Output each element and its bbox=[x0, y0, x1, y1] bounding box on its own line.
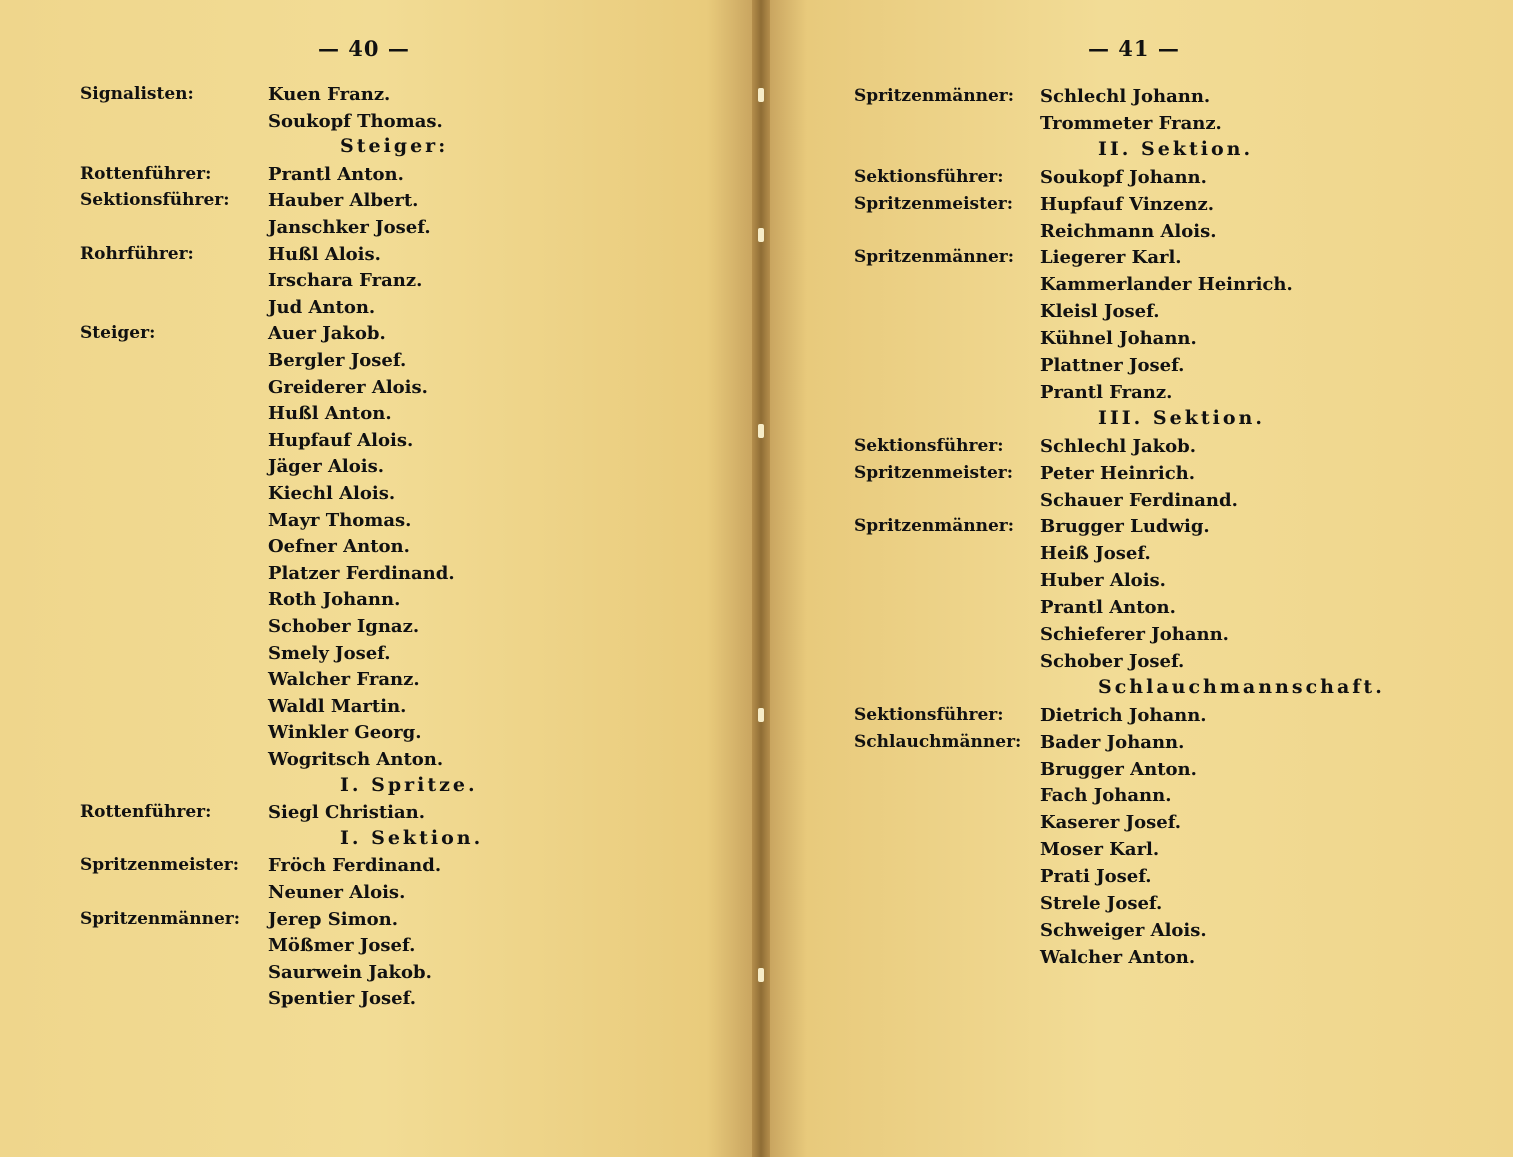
member-name: Jud Anton. bbox=[268, 296, 376, 318]
member-name: Roth Johann. bbox=[268, 589, 401, 611]
member-name: Schauer Ferdinand. bbox=[1040, 489, 1238, 511]
role-label: Rohrführer: bbox=[80, 243, 194, 264]
member-name: Kiechl Alois. bbox=[268, 483, 396, 504]
member-name: Siegl Christian. bbox=[268, 802, 426, 824]
book-gutter bbox=[752, 0, 770, 1157]
member-name: Brugger Ludwig. bbox=[1040, 516, 1210, 538]
member-name: Dietrich Johann. bbox=[1040, 704, 1207, 726]
role-label: Sektionsführer: bbox=[854, 704, 1004, 725]
member-name: Jäger Alois. bbox=[268, 456, 385, 478]
left-page bbox=[0, 0, 752, 1157]
member-name: Schweiger Alois. bbox=[1040, 919, 1207, 941]
binding-stitch bbox=[758, 88, 764, 102]
member-name: Prati Josef. bbox=[1040, 866, 1152, 888]
role-label: Spritzenmänner: bbox=[854, 86, 1015, 106]
member-name: Greiderer Alois. bbox=[268, 376, 428, 398]
member-name: Strele Josef. bbox=[1040, 893, 1163, 914]
member-name: Wogritsch Anton. bbox=[268, 749, 444, 770]
role-label: Spritzenmänner: bbox=[854, 247, 1015, 268]
member-name: Kleisl Josef. bbox=[1040, 301, 1160, 323]
section-heading: II. Sektion. bbox=[1098, 137, 1254, 160]
role-label: Sektionsführer: bbox=[854, 435, 1004, 456]
member-name: Winkler Georg. bbox=[268, 722, 422, 744]
section-heading: Schlauchmannschaft. bbox=[1098, 675, 1385, 698]
role-label: Spritzenmeister: bbox=[854, 193, 1013, 214]
section-heading: I. Sektion. bbox=[340, 826, 484, 849]
role-label: Rottenführer: bbox=[80, 802, 212, 823]
member-name: Hupfauf Vinzenz. bbox=[1040, 193, 1215, 215]
member-name: Prantl Anton. bbox=[268, 163, 404, 185]
member-name: Huber Alois. bbox=[1040, 570, 1166, 592]
member-name: Jerep Simon. bbox=[268, 908, 398, 930]
member-name: Walcher Anton. bbox=[1040, 946, 1196, 968]
member-name: Liegerer Karl. bbox=[1040, 247, 1182, 269]
member-name: Reichmann Alois. bbox=[1040, 220, 1217, 242]
member-name: Bergler Josef. bbox=[268, 350, 407, 371]
member-name: Schober Ignaz. bbox=[268, 616, 420, 637]
member-name: Walcher Franz. bbox=[268, 669, 420, 691]
member-name: Peter Heinrich. bbox=[1040, 462, 1196, 484]
member-name: Trommeter Franz. bbox=[1040, 112, 1222, 134]
member-name: Brugger Anton. bbox=[1040, 758, 1197, 780]
member-name: Neuner Alois. bbox=[268, 882, 406, 903]
page-number-40: — 40 — bbox=[318, 36, 410, 61]
member-name: Prantl Franz. bbox=[1040, 381, 1173, 403]
member-name: Fach Johann. bbox=[1040, 785, 1172, 807]
member-name: Moser Karl. bbox=[1040, 839, 1160, 861]
member-name: Schieferer Johann. bbox=[1040, 624, 1229, 645]
member-name: Schlechl Jakob. bbox=[1040, 435, 1196, 457]
member-name: Mößmer Josef. bbox=[268, 935, 416, 957]
member-name: Fröch Ferdinand. bbox=[268, 855, 442, 877]
member-name: Schober Josef. bbox=[1040, 650, 1185, 672]
binding-stitch bbox=[758, 228, 764, 242]
member-name: Hußl Alois. bbox=[268, 243, 381, 265]
binding-stitch bbox=[758, 968, 764, 982]
member-name: Smely Josef. bbox=[268, 642, 391, 664]
role-label: Spritzenmänner: bbox=[80, 908, 241, 929]
section-heading: Steiger: bbox=[340, 135, 449, 158]
role-label: Spritzenmänner: bbox=[854, 516, 1015, 537]
member-name: Kuen Franz. bbox=[268, 84, 391, 105]
member-name: Prantl Anton. bbox=[1040, 597, 1176, 619]
role-label: Spritzenmeister: bbox=[854, 462, 1013, 483]
role-label: Schlauchmänner: bbox=[854, 731, 1022, 752]
member-name: Soukopf Johann. bbox=[1040, 166, 1207, 188]
member-name: Waldl Martin. bbox=[268, 695, 407, 717]
binding-stitch bbox=[758, 424, 764, 438]
member-name: Platzer Ferdinand. bbox=[268, 562, 455, 584]
page-number-41: — 41 — bbox=[1088, 36, 1180, 61]
member-name: Spentier Josef. bbox=[268, 988, 416, 1010]
member-name: Saurwein Jakob. bbox=[268, 961, 432, 983]
role-label: Steiger: bbox=[80, 323, 156, 344]
role-label: Spritzenmeister: bbox=[80, 855, 239, 876]
member-name: Hupfauf Alois. bbox=[268, 429, 414, 451]
member-name: Kühnel Johann. bbox=[1040, 328, 1197, 350]
member-name: Hußl Anton. bbox=[268, 403, 392, 425]
role-label: Signalisten: bbox=[80, 84, 194, 104]
role-label: Sektionsführer: bbox=[854, 166, 1004, 187]
member-name: Kammerlander Heinrich. bbox=[1040, 274, 1293, 296]
member-name: Hauber Albert. bbox=[268, 190, 419, 212]
member-name: Kaserer Josef. bbox=[1040, 812, 1182, 834]
member-name: Plattner Josef. bbox=[1040, 355, 1185, 376]
member-name: Soukopf Thomas. bbox=[268, 110, 443, 132]
binding-stitch bbox=[758, 708, 764, 722]
role-label: Rottenführer: bbox=[80, 163, 212, 184]
section-heading: I. Spritze. bbox=[340, 773, 478, 796]
member-name: Auer Jakob. bbox=[268, 323, 386, 345]
member-name: Heiß Josef. bbox=[1040, 543, 1151, 565]
member-name: Schlechl Johann. bbox=[1040, 86, 1211, 107]
section-heading: III. Sektion. bbox=[1098, 406, 1265, 429]
member-name: Oefner Anton. bbox=[268, 536, 410, 558]
right-page bbox=[770, 0, 1513, 1157]
member-name: Janschker Josef. bbox=[268, 217, 431, 238]
member-name: Bader Johann. bbox=[1040, 731, 1185, 753]
role-label: Sektionsführer: bbox=[80, 190, 230, 211]
member-name: Irschara Franz. bbox=[268, 270, 423, 292]
member-name: Mayr Thomas. bbox=[268, 509, 412, 531]
